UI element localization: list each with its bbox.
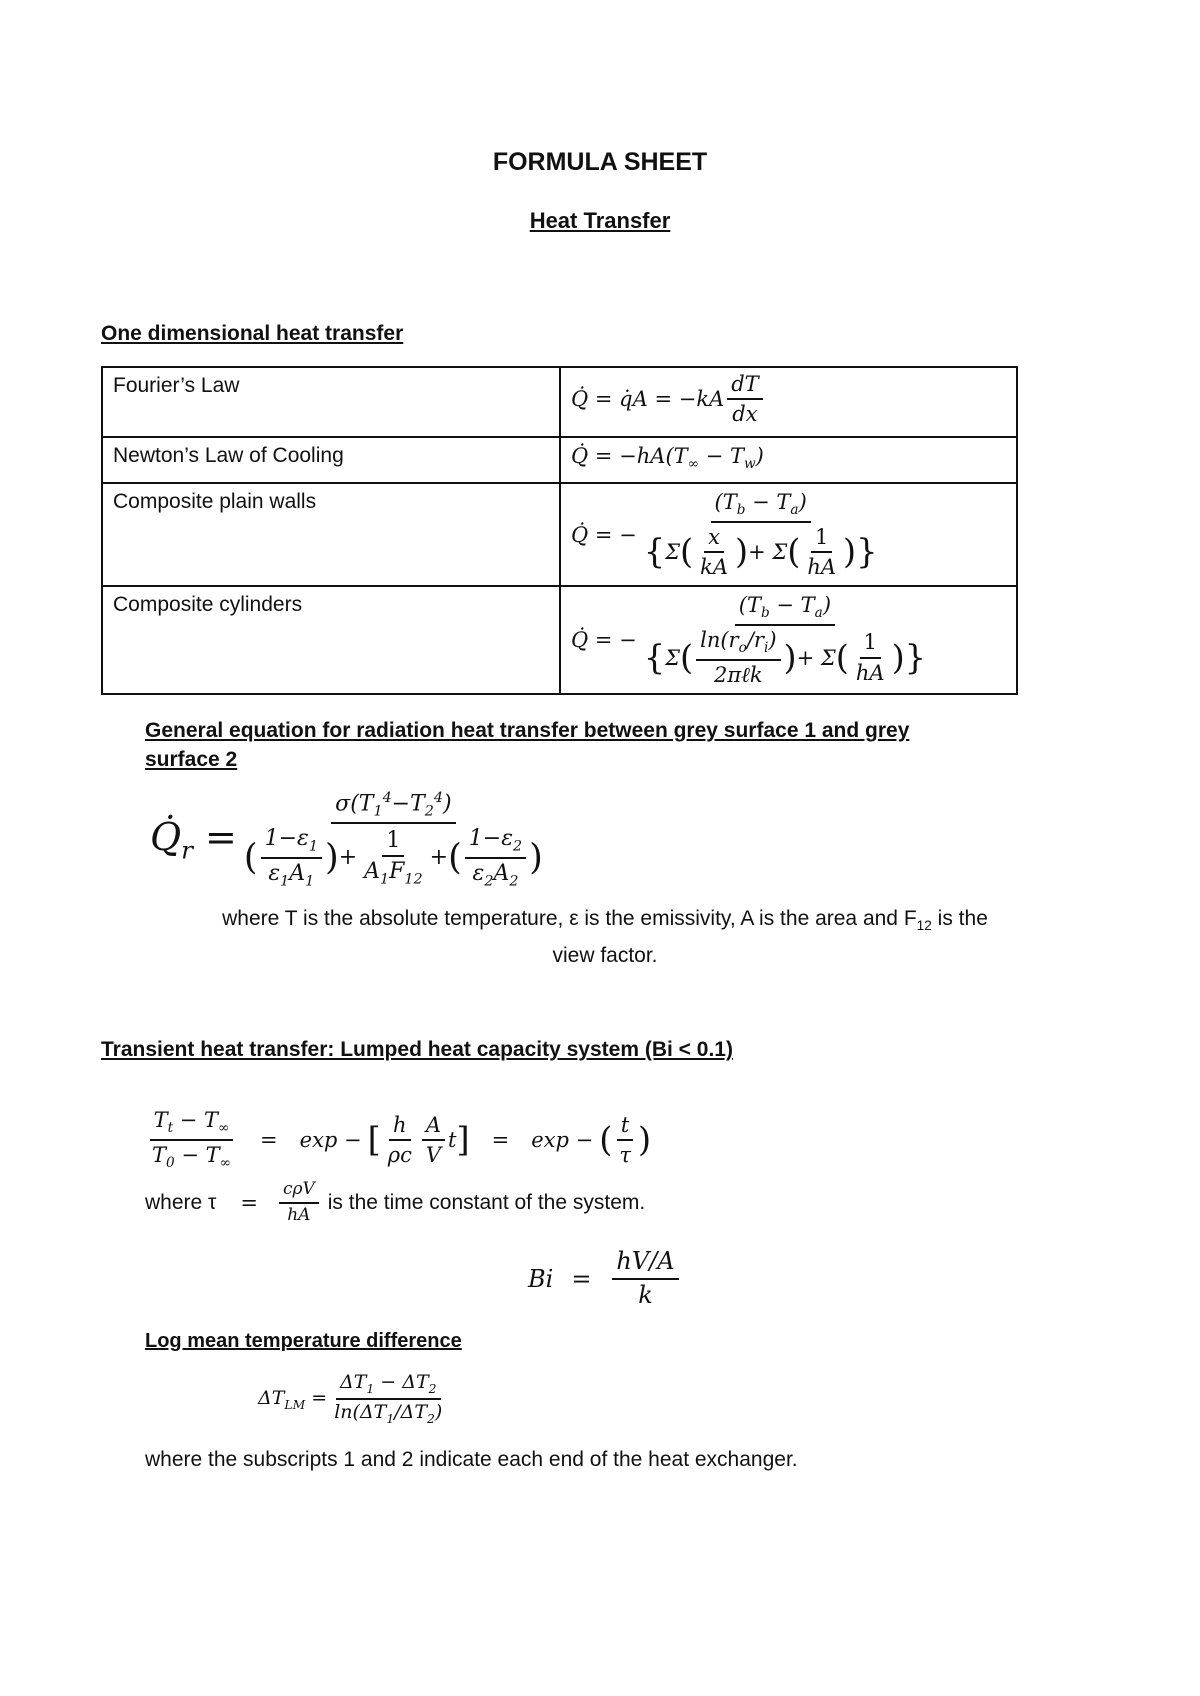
formula-table <box>101 366 1018 695</box>
row-label-newton: Newton’s Law of Cooling <box>102 437 560 483</box>
page-title: FORMULA SHEET <box>492 148 708 176</box>
row-label-fourier: Fourier’s Law <box>102 367 560 437</box>
page-subtitle: Heat Transfer <box>529 208 671 233</box>
section-heading-lmtd: Log mean temperature difference <box>145 1330 462 1352</box>
formula-fourier: Q̇ = q̇A = −kA $\frac{dT}{dx}$ <box>560 367 1017 437</box>
lmtd-note: where the subscripts 1 and 2 indicate each end of the heat exchanger. <box>145 1448 798 1471</box>
section-heading-transient: Transient heat transfer: Lumped heat capacity system (Bi < 0.1) <box>101 1038 733 1061</box>
row-label-plain-walls: Composite plain walls <box>102 483 560 586</box>
radiation-note: where T is the absolute temperature, ε is the emissivity, A is the area and $F_{12}$ is the view factor. <box>222 907 988 968</box>
section-heading-one-dimensional: One dimensional heat transfer <box>101 322 404 345</box>
formula-newton: Q̇ = $-hA(T_\infty - T_w)$ <box>560 437 1017 483</box>
formula-plain-walls: Q̇ = − $(T_b - T_a)$ { Σ ( $\frac{x}{kA}$ ) + Σ ( $\frac{1}{hA}$ ) } <box>560 483 1017 586</box>
formula-cylinders: Q̇ = − $(T_b - T_a)$ { Σ ( $\frac{\ln(r_o/r_i)}{\text{2πℓk}}$ ) + Σ ( $\frac{1}{hA}$ ) } <box>560 586 1017 694</box>
table-row <box>102 437 1017 483</box>
table-row <box>102 367 1017 437</box>
transient-equation: $\frac{T_t - T_\infty}{T_0 - T_\infty}$ = exp − [ $\frac{h}{\rho c}$ $\frac{A}{V}$ t ] = exp − ( $\frac{t}{\tau}$ ) <box>145 1108 651 1172</box>
lmtd-equation: $\Delta T_{LM}$ = $\frac{\Delta T_1 - \Delta T_2}{\ln(\Delta T_1/\Delta T_2)}$ <box>258 1371 443 1426</box>
row-label-cylinders: Composite cylinders <box>102 586 560 694</box>
radiation-equation: $Q̇_r$ = $\sigma(T_1^4-T_2^4)$ ( $\frac{1-\varepsilon_1}{\varepsilon_1A_1}$ ) + $\frac{1}{A_1F_{12}}$ + ( $\frac{1-\varepsilon_2}{\varepsilon_2A_2}$ ) <box>150 790 543 890</box>
section-heading-radiation: General equation for radiation heat transfer between grey surface 1 and grey surface 2 <box>145 719 910 771</box>
table-row <box>102 586 1017 694</box>
table-row <box>102 483 1017 586</box>
biot-number-equation: Bi = $\frac{hV/A}{k}$ <box>528 1248 682 1309</box>
time-constant-line: where τ = $\frac{\text{cρV}}{hA}$ is the time constant of the system. <box>145 1179 646 1225</box>
